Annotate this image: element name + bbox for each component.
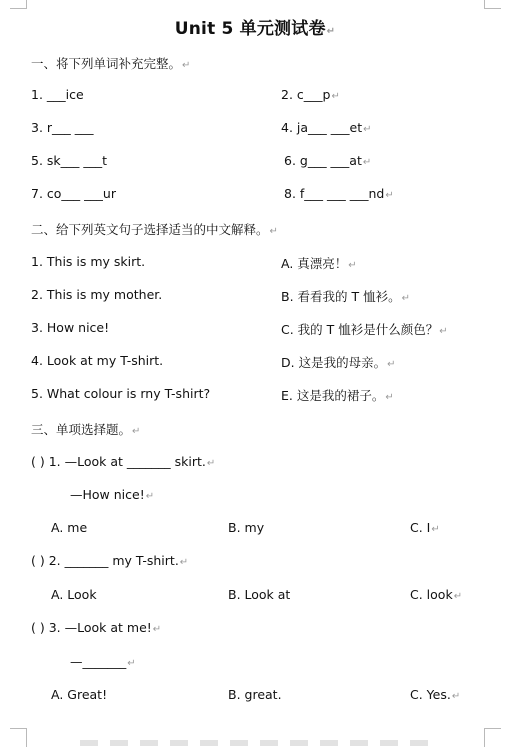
word-item-6: 6. g___ ___at↵ <box>284 153 372 168</box>
question-1-reply: —How nice!↵ <box>70 487 155 502</box>
crop-mark-bottom-left <box>10 728 27 747</box>
question-2-option-b: B. Look at <box>228 587 291 602</box>
section1-heading: 一、将下列单词补充完整。↵ <box>31 56 191 71</box>
page-title: Unit 5 单元测试卷↵ <box>174 19 336 39</box>
paragraph-mark-icon: ↵ <box>331 91 340 102</box>
translation-c: C. 我的 T 恤衫是什么颜色？↵ <box>281 322 448 337</box>
translation-b: B. 看看我的 T 恤衫。↵ <box>281 289 410 304</box>
paragraph-mark-icon: ↵ <box>363 124 372 135</box>
translation-e: E. 这是我的裙子。↵ <box>281 388 394 403</box>
paragraph-mark-icon: ↵ <box>145 491 155 502</box>
question-1-option-b: B. my <box>228 520 265 535</box>
paragraph-mark-icon: ↵ <box>326 26 336 37</box>
sentence-4: 4. Look at my T-shirt. <box>31 353 164 368</box>
crop-mark-top-left <box>10 0 27 9</box>
footer-cutoff <box>80 740 440 746</box>
paragraph-mark-icon: ↵ <box>182 60 191 71</box>
paragraph-mark-icon: ↵ <box>451 691 461 702</box>
paragraph-mark-icon: ↵ <box>431 524 440 535</box>
question-2-option-c: C. look↵ <box>410 587 463 602</box>
section3-heading: 三、单项选择题。↵ <box>31 422 141 437</box>
paragraph-mark-icon: ↵ <box>152 624 162 635</box>
word-item-7: 7. co___ ___ur <box>31 186 116 201</box>
question-1-option-a: A. me <box>51 520 88 535</box>
crop-mark-top-right <box>484 0 501 9</box>
question-3-option-a: A. Great! <box>51 687 108 702</box>
crop-mark-bottom-right <box>484 728 501 747</box>
question-2-option-a: A. Look <box>51 587 97 602</box>
question-3-stem: ( ) 3. —Look at me!↵ <box>31 620 162 635</box>
sentence-2: 2. This is my mother. <box>31 287 163 302</box>
paragraph-mark-icon: ↵ <box>385 392 394 403</box>
paragraph-mark-icon: ↵ <box>453 591 463 602</box>
section2-heading: 二、给下列英文句子选择适当的中文解释。↵ <box>31 222 278 237</box>
sentence-1: 1. This is my skirt. <box>31 254 146 269</box>
paragraph-mark-icon: ↵ <box>206 458 216 469</box>
word-item-8: 8. f___ ___ ___nd↵ <box>284 186 394 201</box>
word-item-2: 2. c___p↵ <box>281 87 340 102</box>
question-1-stem: ( ) 1. —Look at _______ skirt.↵ <box>31 454 216 469</box>
question-3-option-c: C. Yes.↵ <box>410 687 461 702</box>
question-2-stem: ( ) 2. _______ my T-shirt.↵ <box>31 553 189 568</box>
question-3-option-b: B. great. <box>228 687 282 702</box>
paragraph-mark-icon: ↵ <box>387 359 396 370</box>
word-item-5: 5. sk___ ___t <box>31 153 108 168</box>
question-3-reply: —_______↵ <box>70 654 136 669</box>
question-1-option-c: C. I↵ <box>410 520 440 535</box>
translation-d: D. 这是我的母亲。↵ <box>281 355 396 370</box>
paragraph-mark-icon: ↵ <box>385 190 394 201</box>
translation-a: A. 真漂亮！↵ <box>281 256 357 271</box>
word-item-1: 1. ___ice <box>31 87 84 102</box>
paragraph-mark-icon: ↵ <box>348 260 357 271</box>
word-item-4: 4. ja___ ___et↵ <box>281 120 372 135</box>
sentence-3: 3. How nice! <box>31 320 110 335</box>
word-item-3: 3. r___ ___ <box>31 120 94 135</box>
paragraph-mark-icon: ↵ <box>269 226 278 237</box>
paragraph-mark-icon: ↵ <box>362 157 372 168</box>
paragraph-mark-icon: ↵ <box>132 426 141 437</box>
paragraph-mark-icon: ↵ <box>401 293 410 304</box>
sentence-5: 5. What colour is rny T-shirt? <box>31 386 211 401</box>
paragraph-mark-icon: ↵ <box>179 557 189 568</box>
paragraph-mark-icon: ↵ <box>127 658 136 669</box>
paragraph-mark-icon: ↵ <box>439 326 448 337</box>
